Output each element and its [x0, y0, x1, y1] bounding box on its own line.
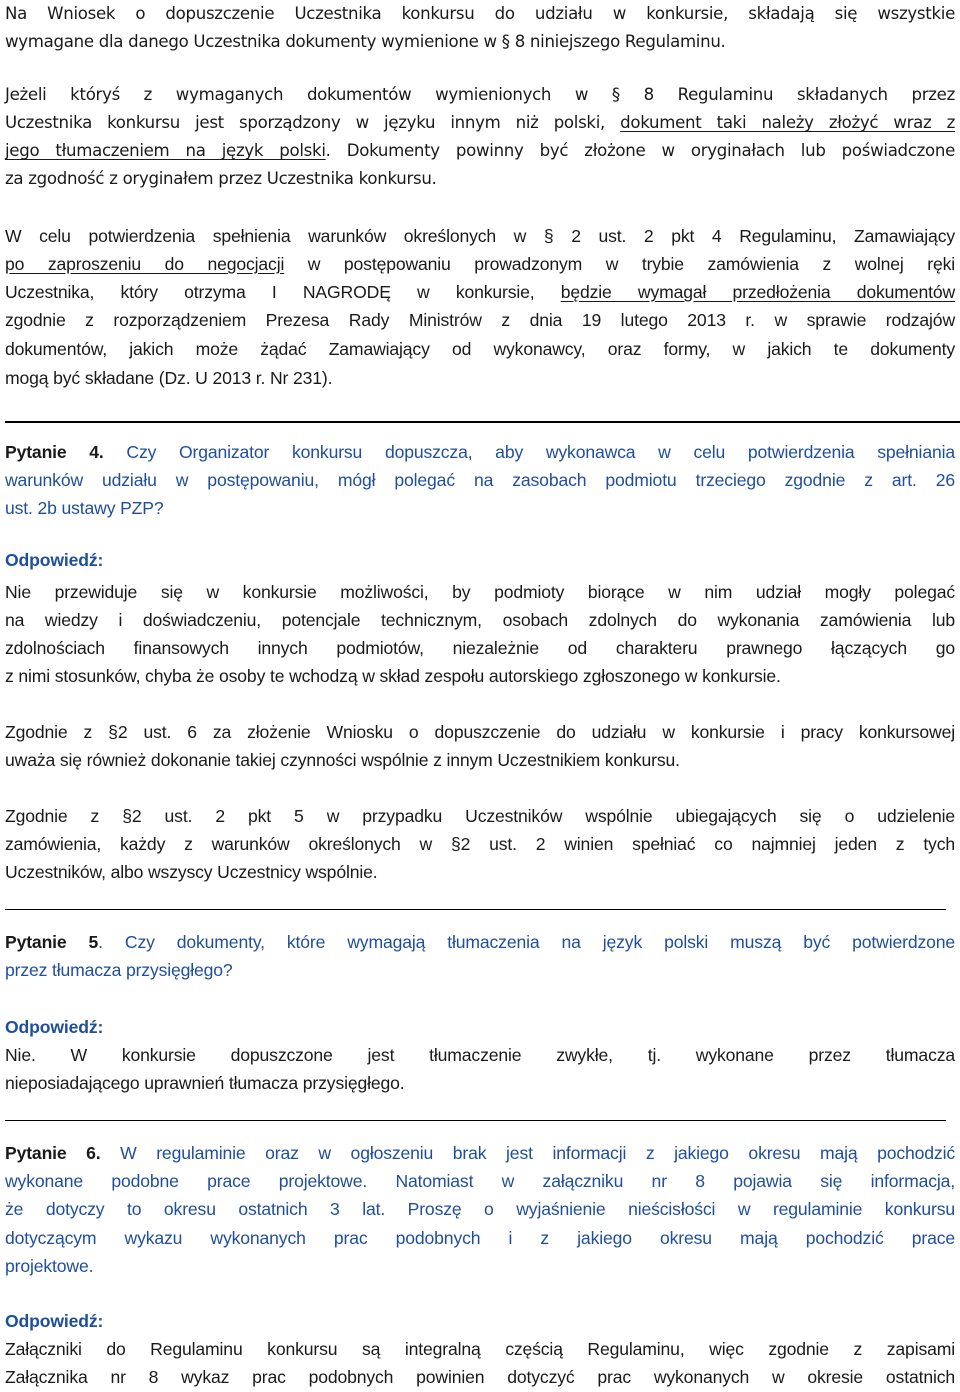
q5-answer-label: Odpowiedź:: [5, 1017, 104, 1037]
q4-line-2: warunków udziału w postępowaniu, mógł polegać na zasobach podmiotu trzeciego zgodnie z art. 26: [5, 470, 955, 490]
confirmation-line-4: zgodnie z rozporządzeniem Prezesa Rady Ministrów z dnia 19 lutego 2013 r. w sprawie rodzajów: [5, 310, 955, 330]
confirmation-underlined-requirement: będzie wymagał przedłożenia dokumentów: [560, 282, 956, 302]
q4-answer-line-2: na wiedzy i doświadczeniu, potencjale technicznym, osobach zdolnych do wykonania zamówienia lub: [5, 610, 955, 630]
confirmation-line-6: mogą być składane (Dz. U 2013 r. Nr 231).: [5, 368, 333, 388]
q5-line-1: [5, 928, 955, 956]
translation-line-3: [5, 137, 955, 165]
q4-para-c-line-3: Uczestników, albo wszyscy Uczestnicy wspólnie.: [5, 862, 378, 882]
q6-answer-line-2: Załącznika nr 8 wykaz prac podobnych powinien dotyczyć prac wykonanych w okresie ostatnich: [5, 1367, 955, 1387]
q5-question-text: . Czy dokumenty, które wymagają tłumaczenia na język polski muszą być potwierdzone: [98, 932, 956, 952]
q4-para-b-line-1: Zgodnie z §2 ust. 6 za złożenie Wniosku o dopuszczenie do udziału w konkursie i pracy konkursowej: [5, 722, 955, 742]
section-divider: [5, 909, 946, 910]
confirmation-line-1: W celu potwierdzenia spełnienia warunków określonych w § 2 ust. 2 pkt 4 Regulaminu, Zamawiający: [5, 226, 955, 246]
q4-para-b-line-2: uważa się również dokonanie takiej czynności wspólnie z innym Uczestnikiem konkursu.: [5, 750, 680, 770]
q5-answer-line-1: Nie. W konkursie dopuszczone jest tłumaczenie zwykłe, tj. wykonane przez tłumacza: [5, 1045, 955, 1065]
q6-question-text: W regulaminie oraz w ogłoszeniu brak jest informacji z jakiego okresu mają pochodzić: [100, 1143, 955, 1163]
translation-line-1: Jeżeli któryś z wymaganych dokumentów wymienionych w § 8 Regulaminu składanych przez: [5, 85, 955, 104]
translation-line-2-text: Uczestnika konkursu jest sporządzony w języku innym niż polski,: [5, 113, 621, 132]
intro-line-2: wymagane dla danego Uczestnika dokumenty wymienione w § 8 niniejszego Regulaminu.: [5, 32, 726, 51]
confirmation-line-3-text: Uczestnika, który otrzyma I NAGRODĘ w konkursie,: [5, 282, 561, 302]
translation-line-2: [5, 109, 955, 137]
q6-answer-label: Odpowiedź:: [5, 1311, 104, 1331]
q4-answer-line-3: zdolnościach finansowych innych podmiotów, niezależnie od charakteru prawnego łączących go: [5, 638, 955, 658]
confirmation-line-5: dokumentów, jakich może żądać Zamawiający od wykonawcy, oraz formy, w jakich te dokumenty: [5, 339, 955, 359]
section-divider: [5, 421, 960, 423]
q4-question-text: Czy Organizator konkursu dopuszcza, aby wykonawca w celu potwierdzenia spełniania: [103, 442, 955, 462]
confirmation-underlined-invitation: po zaproszeniu do negocjacji: [5, 254, 285, 274]
translation-line-3-text: . Dokumenty powinny być złożone w oryginałach lub poświadczone: [325, 141, 956, 160]
q5-answer-line-2: nieposiadającego uprawnień tłumacza przysięgłego.: [5, 1073, 405, 1093]
q4-label: Pytanie 4.: [5, 442, 104, 462]
q6-line-4: dotyczącym wykazu wykonanych prac podobnych i z jakiego okresu mają pochodzić prace: [5, 1228, 955, 1248]
q6-label: Pytanie 6.: [5, 1143, 101, 1163]
q5-line-2: przez tłumacza przysięgłego?: [5, 960, 233, 980]
q6-line-1: [5, 1139, 955, 1167]
q6-answer-line-1: Załączniki do Regulaminu konkursu są integralną częścią Regulaminu, więc zgodnie z zapisami: [5, 1339, 955, 1359]
translation-underlined-polish: jego tłumaczeniem na język polski: [5, 141, 326, 160]
q4-para-c-line-1: Zgodnie z §2 ust. 2 pkt 5 w przypadku Uczestników wspólnie ubiegających się o udzielenie: [5, 806, 955, 826]
q4-line-1: [5, 438, 955, 466]
q6-line-2: wykonane podobne prace projektowe. Natomiast w załączniku nr 8 pojawia się informacja,: [5, 1171, 955, 1191]
q6-line-3: że dotyczy to okresu ostatnich 3 lat. Proszę o wyjaśnienie nieścisłości w regulaminie konkursu: [5, 1199, 955, 1219]
translation-underlined-requirement: dokument taki należy złożyć wraz z: [620, 113, 956, 132]
q6-line-5: projektowe.: [5, 1256, 94, 1276]
intro-line-1: Na Wniosek o dopuszczenie Uczestnika konkursu do udziału w konkursie, składają się wszystkie: [5, 4, 955, 23]
translation-line-4: za zgodność z oryginałem przez Uczestnika konkursu.: [5, 169, 437, 188]
confirmation-line-2-text: w postępowaniu prowadzonym w trybie zamówienia z wolnej ręki: [284, 254, 955, 274]
confirmation-line-3: [5, 278, 955, 306]
q5-label: Pytanie 5: [5, 932, 99, 952]
q4-line-3: ust. 2b ustawy PZP?: [5, 498, 164, 518]
section-divider: [5, 1120, 946, 1121]
q4-answer-label: Odpowiedź:: [5, 550, 104, 570]
q4-answer-line-1: Nie przewiduje się w konkursie możliwości, by podmioty biorące w nim udział mogły polegać: [5, 582, 955, 602]
q4-para-c-line-2: zamówienia, każdy z warunków określonych w §2 ust. 2 winien spełniać co najmniej jeden z tych: [5, 834, 955, 854]
confirmation-line-2: [5, 250, 955, 278]
q4-answer-line-4: z nimi stosunków, chyba że osoby te wchodzą w skład zespołu autorskiego zgłoszonego w konkursie.: [5, 666, 781, 686]
